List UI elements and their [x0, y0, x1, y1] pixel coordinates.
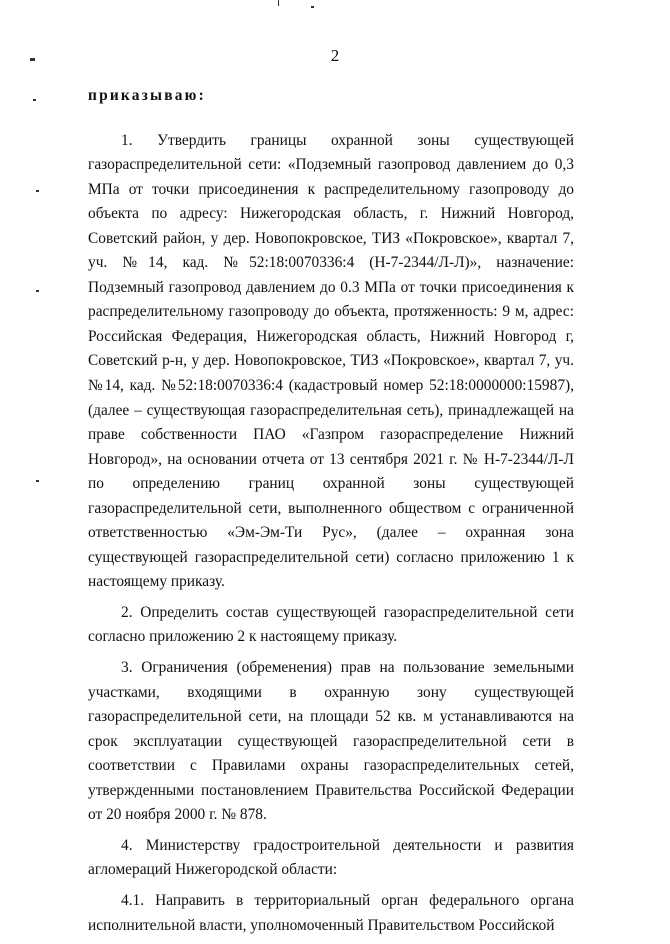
order-heading: приказываю: — [88, 87, 206, 104]
paragraph-1: 1. Утвердить границы охранной зоны существующей газораспределительной сети: «Подземный газопровод давлением до 0,3 МПа от точки присоединения к распределительному газопроводу до объекта по адресу: Нижегородская область, г. Нижний Новгород, Советский район, у дер. Новопокровское, ТИЗ «Покровское», квартал 7, уч. №14, кад. №52:18:0070336:4 (Н-7-2344/Л-Л)», назначение: Подземный газопровод давлением до 0.3 МПа от точки присоединения к распределительному газопроводу до объекта, протяженность: 9 м, адрес: Российская Федерация, Нижегородская область, Нижний Новгород г, Советский р-н, у дер. Новопокровское, ТИЗ «Покровское», квартал 7, уч. №14, кад. №52:18:0070336:4 (кадастровый номер 52:18:0000000:15987), (далее – существующая газораспределительная сеть), принадлежащей на праве собственности ПАО «Газпром газораспределение Нижний Новгород», на основании отчета от 13 сентября 2021 г. № Н-7-2344/Л-Л по определению границ охранной зоны существующей газораспределительной сети, выполненного обществом с ограниченной ответственностью «Эм-Эм-Ти Рус», (далее – охранная зона существующей газораспределительной сети) согласно приложению 1 к настоящему приказу. — [88, 131, 574, 591]
scan-artifact — [36, 480, 39, 482]
paragraph-3: 3. Ограничения (обременения) прав на пользование земельными участками, входящими в охранную зону существующей газораспределительной сети, на площади 52 кв. м устанавливаются на срок эксплуатации существующей газораспределительной сети в соответствии с Правилами охраны газораспределительных сетей, утвержденными постановлением Правительства Российской Федерации от 20 ноября 2000 г. № 878. — [88, 659, 574, 824]
document-body — [88, 84, 574, 944]
scan-artifact — [36, 190, 39, 192]
page-number: 2 — [330, 46, 340, 65]
scan-artifact — [278, 0, 279, 6]
paragraph-4-1: 4.1. Направить в территориальный орган федерального органа исполнительной власти, уполномоченный Правительством Российской — [88, 891, 574, 934]
scan-artifact — [36, 290, 39, 292]
paragraph-2: 2. Определить состав существующей газораспределительной сети согласно приложению 2 к настоящему приказу. — [88, 603, 574, 646]
paragraph-4: 4. Министерству градостроительной деятельности и развития агломераций Нижегородской области: — [88, 836, 574, 879]
scan-artifact — [311, 6, 314, 8]
scan-artifact — [33, 99, 36, 101]
